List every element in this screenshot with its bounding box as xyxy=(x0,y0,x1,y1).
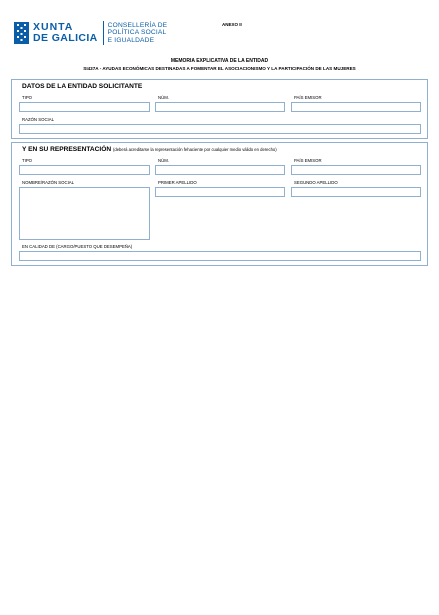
logo-divider xyxy=(103,21,104,45)
rep-country-field[interactable] xyxy=(291,165,421,175)
applicant-type-field[interactable] xyxy=(19,102,150,112)
rep-type-field[interactable] xyxy=(19,165,150,175)
document-title: MEMORIA EXPLICATIVA DE LA ENTIDAD xyxy=(170,58,269,64)
applicant-section-title: DATOS DE LA ENTIDAD SOLICITANTE xyxy=(22,83,143,90)
logo-conselleria-line1: CONSELLERÍA DE xyxy=(107,21,168,29)
rep-second-surname-field[interactable] xyxy=(291,187,421,197)
applicant-company-name-label: RAZÓN SOCIAL xyxy=(22,117,54,122)
rep-name-label: NOMBRE/RAZÓN SOCIAL xyxy=(22,180,75,185)
annex-label: ANEXO II xyxy=(222,22,242,27)
representation-note: (deberá acreditarse la representación fehaciente por cualquier medio válido en derecho) xyxy=(113,147,277,152)
rep-position-field[interactable] xyxy=(19,251,421,261)
rep-number-label: NÚM. xyxy=(158,158,169,163)
logo-conselleria-line2: POLÍTICA SOCIAL xyxy=(107,29,167,37)
logo-xunta-line2: DE GALICIA xyxy=(33,32,98,44)
logo-xunta-line1: XUNTA xyxy=(33,21,74,33)
representation-section-title xyxy=(22,146,277,153)
rep-second-surname-label: SEGUNDO APELLIDO xyxy=(294,180,338,185)
logo-conselleria-line3: E IGUALDADE xyxy=(107,36,155,44)
applicant-number-label: NÚM. xyxy=(158,95,169,100)
rep-type-label: TIPO xyxy=(22,158,33,163)
applicant-number-field[interactable] xyxy=(155,102,285,112)
applicant-country-label: PAÍS EMISOR xyxy=(294,95,322,100)
rep-position-label: EN CALIDAD DE (CARGO/PUESTO QUE DESEMPEÑA) xyxy=(22,244,133,249)
xunta-emblem-icon xyxy=(14,22,29,44)
rep-first-surname-field[interactable] xyxy=(155,187,285,197)
applicant-country-field[interactable] xyxy=(291,102,421,112)
xunta-logo xyxy=(14,20,167,46)
xunta-wordmark xyxy=(33,22,98,44)
rep-first-surname-label: PRIMER APELLIDO xyxy=(158,180,197,185)
applicant-type-label: TIPO xyxy=(22,95,33,100)
document-subtitle: SI437A - AYUDAS ECONÓMICAS DESTINADAS A FOMENTAR EL ASOCIACIONISMO Y LA PARTICIPACIÓN DE LAS MUJERES xyxy=(83,66,356,71)
applicant-company-name-field[interactable] xyxy=(19,124,421,134)
representation-section xyxy=(11,142,428,266)
rep-number-field[interactable] xyxy=(155,165,285,175)
representation-title-text: Y EN SU REPRESENTACIÓN xyxy=(22,146,112,153)
rep-country-label: PAÍS EMISOR xyxy=(294,158,322,163)
rep-name-field[interactable] xyxy=(19,187,150,240)
conselleria-wordmark xyxy=(108,22,168,45)
applicant-section xyxy=(11,79,428,139)
